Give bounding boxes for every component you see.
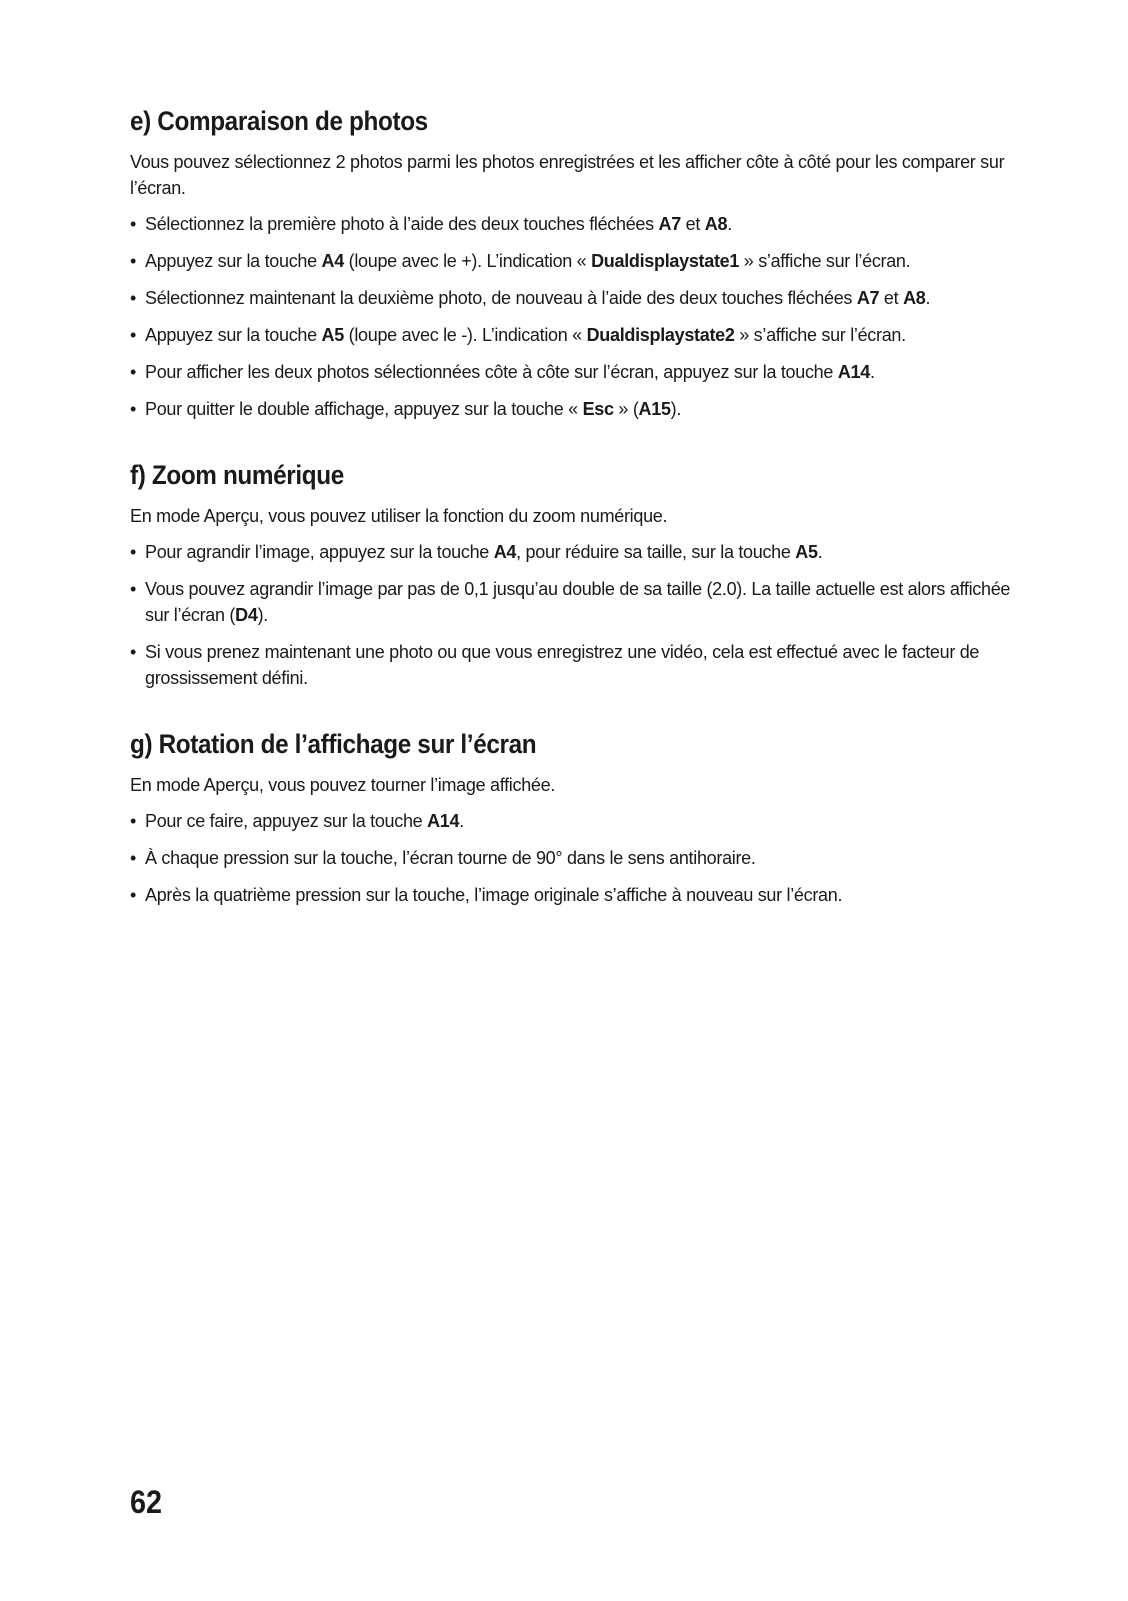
bullet-dot: •: [130, 362, 137, 382]
text-run: ).: [670, 399, 682, 419]
list-item: [130, 322, 1030, 348]
key-reference: A14: [837, 362, 870, 382]
text-run: Pour quitter le double affichage, appuyez sur la touche «: [145, 399, 583, 419]
text-run: .: [925, 288, 931, 308]
list-item: [130, 211, 1030, 237]
text-run: Pour afficher les deux photos sélectionnées côte à côte sur l’écran, appuyez sur la touche: [145, 362, 838, 382]
section-rotation-affichage: [130, 729, 1030, 908]
bullet-dot: •: [130, 579, 137, 599]
text-run: .: [727, 214, 732, 234]
key-reference: Dualdisplaystate2: [586, 325, 735, 345]
bullet-dot: •: [130, 848, 137, 868]
text-run: .: [817, 542, 823, 562]
text-run: Après la quatrième pression sur la touche, l’image originale s’affiche à nouveau sur l’écran.: [145, 885, 843, 905]
bullet-dot: •: [130, 399, 137, 419]
key-reference: Esc: [582, 399, 614, 419]
key-reference: Dualdisplaystate1: [591, 251, 740, 271]
section-intro: En mode Aperçu, vous pouvez tourner l’image affichée.: [130, 775, 556, 795]
list-item: [130, 639, 1030, 691]
list-item: [130, 539, 1030, 565]
key-reference: A5: [321, 325, 344, 345]
bullet-list: [130, 808, 1030, 908]
text-run: Sélectionnez maintenant la deuxième photo, de nouveau à l’aide des deux touches fléchées: [145, 288, 857, 308]
key-reference: A8: [704, 214, 728, 234]
text-run: » s’affiche sur l’écran.: [734, 325, 906, 345]
key-reference: A5: [795, 542, 818, 562]
bullet-dot: •: [130, 214, 137, 234]
section-title: f) Zoom numérique: [130, 460, 344, 490]
key-reference: A4: [493, 542, 517, 562]
key-reference: A14: [427, 811, 460, 831]
key-reference: A7: [658, 214, 681, 234]
text-run: (loupe avec le +). L’indication «: [343, 251, 592, 271]
bullet-dot: •: [130, 325, 137, 345]
text-run: et: [879, 288, 904, 308]
section-intro: En mode Aperçu, vous pouvez utiliser la fonction du zoom numérique.: [130, 506, 668, 526]
text-run: et: [680, 214, 705, 234]
bullet-list: [130, 211, 1030, 422]
bullet-dot: •: [130, 542, 137, 562]
bullet-dot: •: [130, 885, 137, 905]
text-run: Si vous prenez maintenant une photo ou que vous enregistrez une vidéo, cela est effectué avec le facteur de grossissement défini.: [145, 642, 980, 688]
bullet-dot: •: [130, 642, 137, 662]
text-run: » s’affiche sur l’écran.: [739, 251, 911, 271]
list-item: [130, 808, 1030, 834]
key-reference: A4: [321, 251, 344, 271]
text-run: (loupe avec le -). L’indication «: [343, 325, 587, 345]
bullet-list: [130, 539, 1030, 691]
text-run: » (: [613, 399, 639, 419]
list-item: [130, 285, 1030, 311]
list-item: [130, 845, 1030, 871]
list-item: [130, 576, 1030, 628]
section-zoom-numerique: [130, 460, 1030, 691]
key-reference: A8: [903, 288, 926, 308]
section-title: g) Rotation de l’affichage sur l’écran: [130, 729, 537, 759]
list-item: [130, 396, 1030, 422]
key-reference: D4: [235, 605, 258, 625]
text-run: Appuyez sur la touche: [145, 325, 322, 345]
text-run: Pour agrandir l’image, appuyez sur la touche: [145, 542, 494, 562]
section-intro: Vous pouvez sélectionnez 2 photos parmi les photos enregistrées et les afficher côte à côté pour les comparer sur l’écran.: [130, 152, 1005, 198]
section-title: e) Comparaison de photos: [130, 106, 428, 136]
page-number: 62: [130, 1484, 163, 1520]
text-run: ).: [257, 605, 268, 625]
text-run: , pour réduire sa taille, sur la touche: [516, 542, 796, 562]
bullet-dot: •: [130, 288, 137, 308]
document-page: [130, 106, 1030, 946]
text-run: Sélectionnez la première photo à l’aide des deux touches fléchées: [145, 214, 659, 234]
text-run: Vous pouvez agrandir l’image par pas de 0,1 jusqu’au double de sa taille (2.0). La taille actuelle est alors affichée sur l’écran (: [145, 579, 1011, 625]
text-run: Pour ce faire, appuyez sur la touche: [145, 811, 428, 831]
key-reference: A7: [856, 288, 880, 308]
list-item: [130, 248, 1030, 274]
text-run: Appuyez sur la touche: [145, 251, 322, 271]
text-run: À chaque pression sur la touche, l’écran tourne de 90° dans le sens antihoraire.: [145, 848, 756, 868]
text-run: .: [459, 811, 464, 831]
bullet-dot: •: [130, 811, 137, 831]
list-item: [130, 359, 1030, 385]
text-run: .: [869, 362, 875, 382]
key-reference: A15: [638, 399, 671, 419]
list-item: [130, 882, 1030, 908]
bullet-dot: •: [130, 251, 137, 271]
section-comparaison-photos: [130, 106, 1030, 422]
